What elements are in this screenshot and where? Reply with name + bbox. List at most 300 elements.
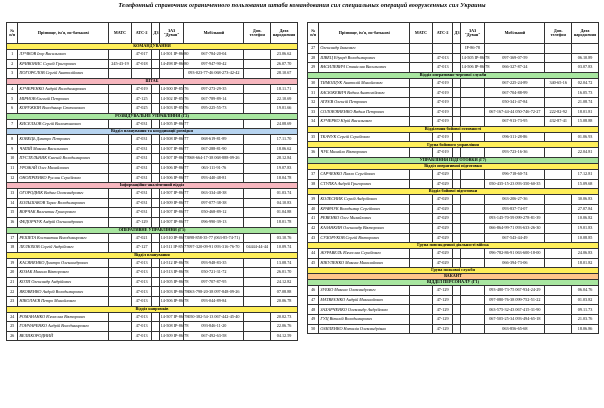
cell-ats2: 47-029 bbox=[432, 258, 453, 268]
cell-home bbox=[244, 217, 271, 227]
cell-num: 26 bbox=[7, 331, 18, 341]
cell-mats bbox=[109, 173, 132, 183]
cell-d3 bbox=[152, 103, 159, 113]
table-row bbox=[308, 315, 599, 325]
cell-mats bbox=[410, 214, 433, 224]
header-name: Прізвище, ім'я, по-батькові bbox=[319, 23, 410, 44]
cell-home bbox=[244, 312, 271, 322]
cell-d3 bbox=[453, 195, 460, 205]
cell-mobile: 096-718-60-74 bbox=[485, 169, 545, 179]
cell-mobile: 067-784-20-04 bbox=[184, 50, 244, 60]
cell-num: 23 bbox=[7, 297, 18, 307]
cell-ats2: 47-019 bbox=[432, 132, 453, 142]
cell-birth: 26.01.70 bbox=[271, 268, 298, 278]
table-row bbox=[7, 94, 298, 104]
cell-d3 bbox=[453, 214, 460, 224]
cell-home: 222-82-92 bbox=[545, 107, 572, 117]
cell-zas: 14-505 IP-86-78 bbox=[460, 53, 485, 63]
cell-zas bbox=[460, 258, 485, 268]
cell-num: 17 bbox=[7, 233, 18, 243]
cell-name: СОЛОВ'ЯНЕНКО Вадим Петрович bbox=[319, 107, 410, 117]
cell-mats bbox=[410, 169, 433, 179]
cell-birth: 01.06.93 bbox=[572, 132, 599, 142]
table-row bbox=[7, 331, 298, 341]
cell-num: 30 bbox=[308, 78, 319, 88]
cell-zas bbox=[460, 132, 485, 142]
cell-name: ЛЕЛЮХОВ Сергій Андрійович bbox=[18, 243, 109, 253]
cell-num: 48 bbox=[308, 305, 319, 315]
cell-mats bbox=[410, 117, 433, 127]
header-zas: ЗАЗ "Дуван" bbox=[159, 23, 184, 44]
cell-zas: 14-498 IP-86-80 bbox=[159, 59, 184, 69]
cell-birth: 18.01.81 bbox=[572, 107, 599, 117]
cell-birth: 22.04.81 bbox=[572, 148, 599, 158]
cell-ats2: 47-031 bbox=[131, 119, 152, 129]
cell-mobile: 050-382-54-13 067-442-45-40 bbox=[184, 312, 244, 322]
cell-mobile: 096-990-39-13 bbox=[184, 217, 244, 227]
header-birth: Дата народження bbox=[572, 23, 599, 44]
cell-birth: 23.06.62 bbox=[271, 50, 298, 60]
cell-name: ГУЦ Віталій Володимирович bbox=[319, 315, 410, 325]
cell-zas bbox=[460, 195, 485, 205]
cell-mats bbox=[410, 286, 433, 296]
table-row bbox=[7, 198, 298, 208]
cell-ats2: 47-127 bbox=[131, 243, 152, 253]
cell-name: СУХОРУКОВ Сергій Вікторович bbox=[319, 233, 410, 243]
cell-name: РОМАНАНКО В'ячеслав Вікторович bbox=[18, 312, 109, 322]
cell-mobile: 067-913-73-95 bbox=[485, 117, 545, 127]
header-home: Дом. телефон bbox=[545, 23, 572, 44]
table-row bbox=[7, 135, 298, 145]
cell-mats bbox=[410, 204, 433, 214]
cell-birth: 18.01.82 bbox=[572, 258, 599, 268]
cell-birth: 18.11.71 bbox=[271, 84, 298, 94]
cell-home bbox=[545, 88, 572, 98]
table-row bbox=[7, 163, 298, 173]
cell-birth: 09.11.73 bbox=[572, 305, 599, 315]
table-row bbox=[308, 53, 599, 63]
cell-birth: 24.08.69 bbox=[271, 119, 298, 129]
cell-d3 bbox=[152, 144, 159, 154]
cell-ats2: 47-129 bbox=[432, 324, 453, 334]
cell-name: ЗУБКО Микола Олександрович bbox=[319, 286, 410, 296]
cell-zas: 14-511 IP-85-77 bbox=[159, 243, 184, 253]
cell-home bbox=[244, 322, 271, 332]
cell-zas: 14-508 IP-86-77 bbox=[159, 135, 184, 145]
cell-zas: 14-509 IP-86-77 bbox=[159, 198, 184, 208]
section-title: Відділ планування bbox=[7, 252, 298, 258]
cell-zas bbox=[460, 97, 485, 107]
cell-birth: 27.07.84 bbox=[572, 204, 599, 214]
cell-d3 bbox=[152, 189, 159, 199]
cell-d3 bbox=[152, 331, 159, 341]
cell-ats2: 47-031 bbox=[131, 173, 152, 183]
cell-birth: 10.06.82 bbox=[572, 214, 599, 224]
cell-mats bbox=[410, 107, 433, 117]
cell-ats2: 47-013 bbox=[432, 63, 453, 73]
cell-zas: 14-507 IP-86-77 bbox=[159, 217, 184, 227]
cell-d3 bbox=[453, 315, 460, 325]
cell-ats2: 47-025 bbox=[131, 103, 152, 113]
cell-name: САРЧЕНКО Павло Сергійович bbox=[319, 169, 410, 179]
cell-name: ПОГОРЄЛОВ Сергій Анатолійович bbox=[18, 69, 109, 79]
cell-birth: 19.07.83 bbox=[271, 163, 298, 173]
cell-zas: 14-500 IP-85-76 bbox=[159, 84, 184, 94]
cell-d3 bbox=[152, 258, 159, 268]
cell-name: КУЧЕРКО Юрій Васильович bbox=[319, 117, 410, 127]
cell-mobile: 067-543-44-49 bbox=[485, 233, 545, 243]
cell-d3 bbox=[453, 324, 460, 334]
cell-d3 bbox=[453, 179, 460, 189]
section-title: Відділ планування та координації розвідки bbox=[7, 129, 298, 135]
cell-d3 bbox=[152, 312, 159, 322]
cell-num: 49 bbox=[308, 315, 319, 325]
cell-zas bbox=[460, 223, 485, 233]
cell-num: 34 bbox=[308, 117, 319, 127]
cell-home bbox=[545, 204, 572, 214]
cell-d3 bbox=[152, 69, 159, 79]
cell-home bbox=[244, 154, 271, 164]
cell-mats bbox=[410, 53, 433, 63]
cell-mats bbox=[410, 315, 433, 325]
cell-home bbox=[244, 277, 271, 287]
cell-ats2: 47-129 bbox=[432, 286, 453, 296]
cell-mobile: 093-846-11-20 bbox=[184, 322, 244, 332]
cell-birth: 01.03.74 bbox=[271, 189, 298, 199]
cell-mobile: 050-435-15-23 093-350-60-35 bbox=[485, 179, 545, 189]
header-num: № п/п bbox=[7, 23, 18, 44]
cell-d3 bbox=[152, 59, 159, 69]
cell-d3 bbox=[453, 223, 460, 233]
cell-name: ТИМОЩУК Анатолій Михайлович bbox=[319, 78, 410, 88]
table-row bbox=[308, 44, 599, 54]
cell-mats bbox=[109, 331, 132, 341]
cell-num: 3 bbox=[7, 69, 18, 79]
table-row bbox=[308, 195, 599, 205]
cell-name: СТУПКА Андрій Григорович bbox=[319, 179, 410, 189]
cell-mats bbox=[109, 69, 132, 79]
cell-name: ФЕДОРЧУК Андрій Олександрович bbox=[18, 217, 109, 227]
header-mats: МАТС bbox=[410, 23, 433, 44]
table-row bbox=[308, 295, 599, 305]
table-row bbox=[308, 258, 599, 268]
cell-mats bbox=[410, 195, 433, 205]
cell-mats bbox=[109, 277, 132, 287]
cell-d3 bbox=[453, 233, 460, 243]
cell-ats2: 47-013 bbox=[131, 312, 152, 322]
cell-d3 bbox=[152, 297, 159, 307]
cell-mats bbox=[410, 97, 433, 107]
cell-home bbox=[545, 63, 572, 73]
cell-mobile: 098-858-35-77 (063-85-74-71) bbox=[184, 233, 244, 243]
table-row bbox=[308, 204, 599, 214]
cell-num: 39 bbox=[308, 195, 319, 205]
cell-d3 bbox=[152, 233, 159, 243]
cell-name: ЗАХАРЧЕНКО Олександр Андрійович bbox=[319, 305, 410, 315]
cell-d3 bbox=[152, 217, 159, 227]
cell-home bbox=[545, 223, 572, 233]
table-row bbox=[308, 233, 599, 243]
cell-d3 bbox=[453, 286, 460, 296]
cell-ats2: 47-029 bbox=[432, 204, 453, 214]
cell-name: КОРУЖКІН Володимир Степанович bbox=[18, 103, 109, 113]
cell-num: 22 bbox=[7, 287, 18, 297]
cell-d3 bbox=[152, 50, 159, 60]
cell-mobile: 068-664-17-38 068-888-09-26 bbox=[184, 154, 244, 164]
section-title: Група полкової служби bbox=[308, 268, 599, 274]
section-title: Група повсякденної діяльності військ bbox=[308, 243, 599, 249]
table-row bbox=[7, 144, 298, 154]
cell-home bbox=[244, 173, 271, 183]
table-row bbox=[7, 312, 298, 322]
cell-birth bbox=[572, 44, 599, 54]
cell-mats bbox=[410, 44, 433, 54]
cell-ats2: 47-129 bbox=[432, 295, 453, 305]
cell-mobile bbox=[485, 44, 545, 54]
cell-name: УРОЖАЙ Олег Михайлович bbox=[18, 163, 109, 173]
cell-ats2: 47-013 bbox=[131, 258, 152, 268]
cell-d3 bbox=[152, 84, 159, 94]
cell-num: 35 bbox=[308, 132, 319, 142]
cell-zas: 14-502 IP-85-76 bbox=[159, 94, 184, 104]
table-header-row bbox=[308, 23, 599, 44]
cell-mobile: 093-837-74-07 bbox=[485, 204, 545, 214]
cell-ats2: 47-013 bbox=[131, 268, 152, 278]
cell-num: 8 bbox=[7, 135, 18, 145]
cell-zas: IP-86-78 bbox=[460, 44, 485, 54]
section-title: ОПЕРАТИВНЕ УПРАВЛІННЯ (Г3) bbox=[7, 227, 298, 233]
cell-birth: 26.07.70 bbox=[271, 59, 298, 69]
section-title: Відділ напрямків bbox=[7, 306, 298, 312]
cell-mats bbox=[410, 233, 433, 243]
cell-d3 bbox=[152, 173, 159, 183]
table-row bbox=[7, 243, 298, 253]
cell-mats bbox=[109, 94, 132, 104]
cell-home bbox=[545, 305, 572, 315]
cell-name: ЧАПІЙ Микола Васильович bbox=[18, 144, 109, 154]
cell-zas bbox=[460, 107, 485, 117]
cell-home bbox=[244, 50, 271, 60]
cell-mobile: 093-440-48-81 bbox=[184, 173, 244, 183]
cell-num: 7 bbox=[7, 119, 18, 129]
cell-mobile: 067-288-81-90 bbox=[184, 144, 244, 154]
cell-d3 bbox=[152, 94, 159, 104]
cell-mats bbox=[109, 135, 132, 145]
cell-birth: 18.04.78 bbox=[271, 173, 298, 183]
cell-name: ЧУБ Михайло Вікторович bbox=[319, 148, 410, 158]
cell-ats2: 47-018 bbox=[131, 59, 152, 69]
cell-zas bbox=[460, 204, 485, 214]
table-row bbox=[308, 179, 599, 189]
cell-mobile: 097-080-76-38 099-752-51-22 bbox=[485, 295, 545, 305]
cell-name: КОЛЕСНИК Сергій Андрійович bbox=[319, 195, 410, 205]
table-row bbox=[7, 258, 298, 268]
cell-ats2: 47-019 bbox=[432, 78, 453, 88]
cell-d3 bbox=[453, 88, 460, 98]
header-num: № п/п bbox=[308, 23, 319, 44]
cell-d3 bbox=[453, 78, 460, 88]
cell-birth: 20.06.78 bbox=[271, 297, 298, 307]
cell-mats bbox=[410, 305, 433, 315]
cell-num: 33 bbox=[308, 107, 319, 117]
cell-zas: 14-510 IP-86-73 bbox=[159, 233, 184, 243]
cell-num: 15 bbox=[7, 208, 18, 218]
cell-mats bbox=[109, 119, 132, 129]
header-mobile: Мобільний bbox=[184, 23, 244, 44]
cell-mobile: 050-341-47-84 bbox=[485, 97, 545, 107]
cell-name: РЕВЕНКО Олег Михайлович bbox=[319, 214, 410, 224]
header-mobile: Мобільний bbox=[485, 23, 545, 44]
cell-home bbox=[545, 179, 572, 189]
cell-mobile: 067-167-44-44 050-746-72-27 bbox=[485, 107, 545, 117]
cell-mobile: 063-575-32-43 067-415-31-90 bbox=[485, 305, 545, 315]
cell-birth: 20.02.73 bbox=[271, 312, 298, 322]
cell-mats bbox=[410, 88, 433, 98]
cell-num: 43 bbox=[308, 233, 319, 243]
cell-birth: 04.12.59 bbox=[271, 331, 298, 341]
cell-home bbox=[545, 286, 572, 296]
cell-name: ЖУРАВЕЛЬ В'ячеслав Сергійович bbox=[319, 249, 410, 259]
cell-mobile: 066-394-73-06 bbox=[485, 258, 545, 268]
cell-num: 27 bbox=[308, 44, 319, 54]
cell-mobile: 068-619-81-89 bbox=[184, 135, 244, 145]
table-row bbox=[7, 217, 298, 227]
section-title: КОМАНДУВАННЯ bbox=[7, 44, 298, 50]
cell-mats bbox=[410, 132, 433, 142]
cell-mats bbox=[109, 217, 132, 227]
cell-birth: 22.06.76 bbox=[271, 322, 298, 332]
cell-mobile: 097-369-07-59 bbox=[485, 53, 545, 63]
cell-ats2: 47-029 bbox=[432, 223, 453, 233]
cell-home bbox=[244, 163, 271, 173]
cell-home bbox=[244, 297, 271, 307]
cell-d3 bbox=[152, 268, 159, 278]
cell-birth: 21.03.76 bbox=[572, 315, 599, 325]
cell-home bbox=[545, 214, 572, 224]
cell-mobile: 063-798-20-38 097-848-09-26 bbox=[184, 287, 244, 297]
cell-mobile: 097-320-09-91 093-316-76-70 bbox=[184, 243, 244, 253]
cell-num: 18 bbox=[7, 243, 18, 253]
cell-home bbox=[244, 84, 271, 94]
cell-name: ШВЕЦ Едуард Володимирович bbox=[319, 53, 410, 63]
table-row bbox=[308, 88, 599, 98]
cell-d3 bbox=[152, 163, 159, 173]
cell-num: 31 bbox=[308, 88, 319, 98]
cell-ats2: 47-029 bbox=[432, 195, 453, 205]
cell-mats bbox=[109, 233, 132, 243]
cell-ats2: 47-029 bbox=[432, 169, 453, 179]
cell-d3 bbox=[453, 53, 460, 63]
cell-name: ОНОПРІЕНКО Руслан Сергійович bbox=[18, 173, 109, 183]
cell-zas: 14-513 IP-86-78 bbox=[159, 268, 184, 278]
table-row bbox=[308, 117, 599, 127]
cell-name: НІКОЛАЄВ Петро Михайлович bbox=[18, 297, 109, 307]
table-row bbox=[308, 107, 599, 117]
cell-home bbox=[244, 198, 271, 208]
cell-num: 46 bbox=[308, 286, 319, 296]
cell-num: 37 bbox=[308, 169, 319, 179]
document-title: Телефонный справочник ограниченного пользования штаба командования сил специальных операций вооруженных сил Украины bbox=[118, 2, 486, 9]
cell-ats2: 47-031 bbox=[131, 189, 152, 199]
cell-mats bbox=[109, 243, 132, 253]
cell-ats2: 47-129 bbox=[131, 217, 152, 227]
cell-d3 bbox=[453, 295, 460, 305]
cell-ats2: 47-019 bbox=[432, 148, 453, 158]
cell-home bbox=[244, 144, 271, 154]
cell-mobile: 093-145-70-59 099-278-81-39 bbox=[485, 214, 545, 224]
cell-birth: 17.12.81 bbox=[572, 169, 599, 179]
cell-birth: 13.08.74 bbox=[271, 258, 298, 268]
header-d3: ДЗ bbox=[453, 23, 460, 44]
cell-ats2: 47-031 bbox=[131, 208, 152, 218]
cell-home bbox=[545, 233, 572, 243]
cell-home bbox=[244, 135, 271, 145]
cell-d3 bbox=[152, 135, 159, 145]
cell-zas bbox=[460, 117, 485, 127]
cell-mats bbox=[410, 223, 433, 233]
cell-d3 bbox=[453, 117, 460, 127]
table-row bbox=[7, 69, 298, 79]
cell-zas: 14-501 IP-86-80 bbox=[159, 50, 184, 60]
cell-zas bbox=[460, 88, 485, 98]
header-name: Прізвище, ім'я, по-батькові bbox=[18, 23, 109, 44]
cell-d3 bbox=[453, 63, 460, 73]
table-row bbox=[7, 173, 298, 183]
section-title: РОЗВІДУВАЛЬНЕ УПРАВЛІННЯ (Г2) bbox=[7, 113, 298, 119]
cell-birth: 03.10.76 bbox=[271, 233, 298, 243]
cell-mobile: 093-948-83-35 bbox=[184, 258, 244, 268]
cell-d3 bbox=[152, 322, 159, 332]
cell-home bbox=[244, 331, 271, 341]
cell-home bbox=[545, 315, 572, 325]
cell-ats2: 47-013 bbox=[131, 277, 152, 287]
cell-ats2: 47-013 bbox=[432, 53, 453, 63]
cell-home bbox=[545, 295, 572, 305]
cell-ats2: 47-019 bbox=[432, 117, 453, 127]
cell-num: 24 bbox=[7, 312, 18, 322]
cell-d3 bbox=[152, 277, 159, 287]
directory-table-left bbox=[6, 22, 298, 341]
cell-name: ТКАЧУК Сергій Сергійович bbox=[319, 132, 410, 142]
directory-table-right bbox=[307, 22, 599, 334]
cell-home: 432-87-41 bbox=[545, 117, 572, 127]
cell-ats2: 47-125 bbox=[131, 94, 152, 104]
table-row bbox=[308, 97, 599, 107]
cell-birth: 16.05.73 bbox=[572, 88, 599, 98]
cell-home bbox=[244, 69, 271, 79]
cell-num: 5 bbox=[7, 94, 18, 104]
cell-num: 4 bbox=[7, 84, 18, 94]
cell-zas bbox=[460, 233, 485, 243]
cell-d3 bbox=[453, 258, 460, 268]
cell-zas: 14-512 IP-86-78 bbox=[159, 258, 184, 268]
cell-mats bbox=[109, 189, 132, 199]
cell-name: ВЕЛИКОРОДНИЙ bbox=[18, 331, 109, 341]
cell-mats bbox=[109, 297, 132, 307]
cell-mats bbox=[109, 154, 132, 164]
table-row bbox=[7, 103, 298, 113]
cell-zas: 14-507 IP-86-78 bbox=[159, 312, 184, 322]
cell-name: БОЛЬШАКОВ Тарас Володимирович bbox=[18, 198, 109, 208]
cell-name: КОВЕЦЬ Дмитро Петрович bbox=[18, 135, 109, 145]
cell-birth: 18.06.86 bbox=[572, 324, 599, 334]
cell-mats bbox=[109, 144, 132, 154]
cell-name: ОЗИЛЕНКО Наталія Олександрівна bbox=[319, 324, 410, 334]
cell-d3 bbox=[152, 287, 159, 297]
cell-mobile: 093-723-16-36 bbox=[485, 148, 545, 158]
cell-d3 bbox=[453, 249, 460, 259]
cell-zas bbox=[460, 286, 485, 296]
